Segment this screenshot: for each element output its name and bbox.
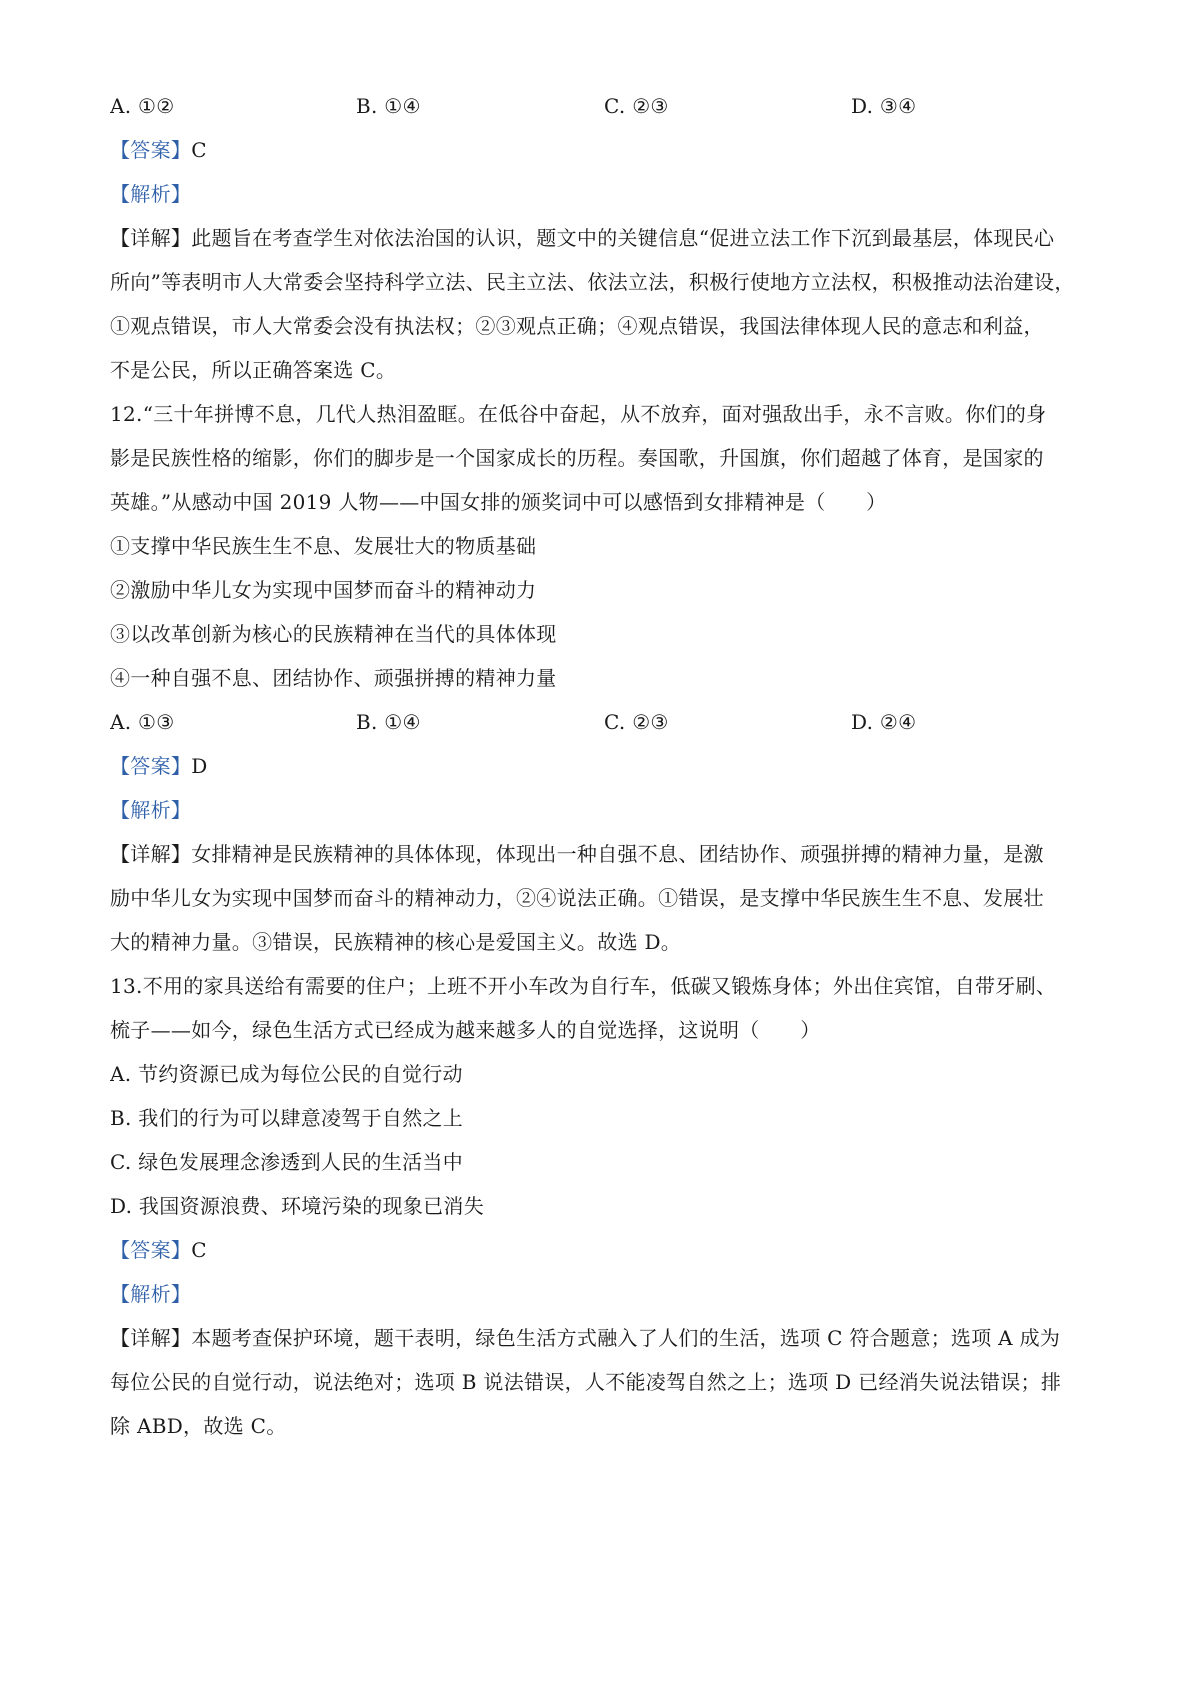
detail-tag: 【详解】 — [110, 1326, 192, 1350]
q13-option-c: C. 绿色发展理念渗透到人民的生活当中 — [110, 1150, 464, 1174]
q13-detail-line: 每位公民的自觉行动，说法绝对；选项 B 说法错误，人不能凌驾自然之上；选项 D 已经消失说法错误；排 — [110, 1370, 1062, 1394]
q12-analysis — [110, 792, 1100, 828]
analysis-tag: 【解析】 — [110, 1282, 192, 1306]
q12-stem-line: 英雄。”从感动中国 2019 人物——中国女排的颁奖词中可以感悟到女排精神是（ ） — [110, 490, 887, 514]
q12-option-c: C. ②③ — [604, 710, 669, 734]
answer-tag: 【答案】 — [110, 138, 192, 162]
q13-detail-line — [110, 1320, 1100, 1356]
q11-detail-line: 所向”等表明市人大常委会坚持科学立法、民主立法、依法立法，积极行使地方立法权，积极推动法治建设， — [110, 270, 1075, 294]
q11-answer — [110, 132, 1100, 168]
answer-tag: 【答案】 — [110, 1238, 192, 1262]
q12-options-row — [110, 704, 1100, 740]
q11-analysis — [110, 176, 1100, 212]
q12-option-d: D. ②④ — [851, 710, 917, 734]
q13-option-b: B. 我们的行为可以肆意凌驾于自然之上 — [110, 1106, 464, 1130]
detail-text: 本题考查保护环境，题干表明，绿色生活方式融入了人们的生活，选项 C 符合题意；选项 A 成为 — [191, 1326, 1061, 1350]
analysis-tag: 【解析】 — [110, 798, 192, 822]
answer-value: D — [191, 754, 208, 778]
q12-stem-line: 12.“三十年拼博不息，几代人热泪盈眶。在低谷中奋起，从不放弃，面对强敌出手，永不言败。你们的身 — [110, 402, 1047, 426]
q13-stem-line: 13.不用的家具送给有需要的住户；上班不开小车改为自行车，低碳又锻炼身体；外出住宾馆，自带牙刷、 — [110, 974, 1057, 998]
answer-value: C — [191, 1238, 207, 1262]
q11-detail-line: ①观点错误，市人大常委会没有执法权；②③观点正确；④观点错误，我国法律体现人民的意志和利益， — [110, 314, 1044, 338]
q11-option-c: C. ②③ — [604, 94, 669, 118]
q11-option-b: B. ①④ — [356, 94, 421, 118]
answer-tag: 【答案】 — [110, 754, 192, 778]
q12-statement: ①支撑中华民族生生不息、发展壮大的物质基础 — [110, 534, 537, 558]
q12-detail-line: 大的精神力量。③错误，民族精神的核心是爱国主义。故选 D。 — [110, 930, 682, 954]
detail-tag: 【详解】 — [110, 842, 192, 866]
q12-statement: ③以改革创新为核心的民族精神在当代的具体体现 — [110, 622, 557, 646]
detail-text: 此题旨在考查学生对依法治国的认识，题文中的关键信息“促进立法工作下沉到最基层，体现民心 — [191, 226, 1055, 250]
q12-statement: ②激励中华儿女为实现中国梦而奋斗的精神动力 — [110, 578, 537, 602]
answer-value: C — [191, 138, 207, 162]
q11-option-d: D. ③④ — [851, 94, 917, 118]
q13-option-a: A. 节约资源已成为每位公民的自觉行动 — [110, 1062, 463, 1086]
q13-answer — [110, 1232, 1100, 1268]
q12-option-a: A. ①③ — [110, 710, 175, 734]
q13-option-d: D. 我国资源浪费、环境污染的现象已消失 — [110, 1194, 485, 1218]
q11-option-a: A. ①② — [110, 94, 175, 118]
q11-detail-line: 不是公民，所以正确答案选 C。 — [110, 358, 397, 382]
analysis-tag: 【解析】 — [110, 182, 192, 206]
q12-statement: ④一种自强不息、团结协作、顽强拼搏的精神力量 — [110, 666, 557, 690]
detail-text: 女排精神是民族精神的具体体现，体现出一种自强不息、团结协作、顽强拼搏的精神力量，是激 — [191, 842, 1044, 866]
q12-stem-line: 影是民族性格的缩影，你们的脚步是一个国家成长的历程。奏国歌，升国旗，你们超越了体育，是国家的 — [110, 446, 1044, 470]
q12-answer — [110, 748, 1100, 784]
q11-detail-line — [110, 220, 1100, 256]
q13-detail-line: 除 ABD，故选 C。 — [110, 1414, 287, 1438]
q11-options-row — [110, 88, 1100, 124]
q13-analysis — [110, 1276, 1100, 1312]
q12-option-b: B. ①④ — [356, 710, 421, 734]
q12-detail-line — [110, 836, 1100, 872]
q12-detail-line: 励中华儿女为实现中国梦而奋斗的精神动力，②④说法正确。①错误，是支撑中华民族生生不息、发展壮 — [110, 886, 1044, 910]
detail-tag: 【详解】 — [110, 226, 192, 250]
q13-stem-line: 梳子——如今，绿色生活方式已经成为越来越多人的自觉选择，这说明（ ） — [110, 1018, 821, 1042]
